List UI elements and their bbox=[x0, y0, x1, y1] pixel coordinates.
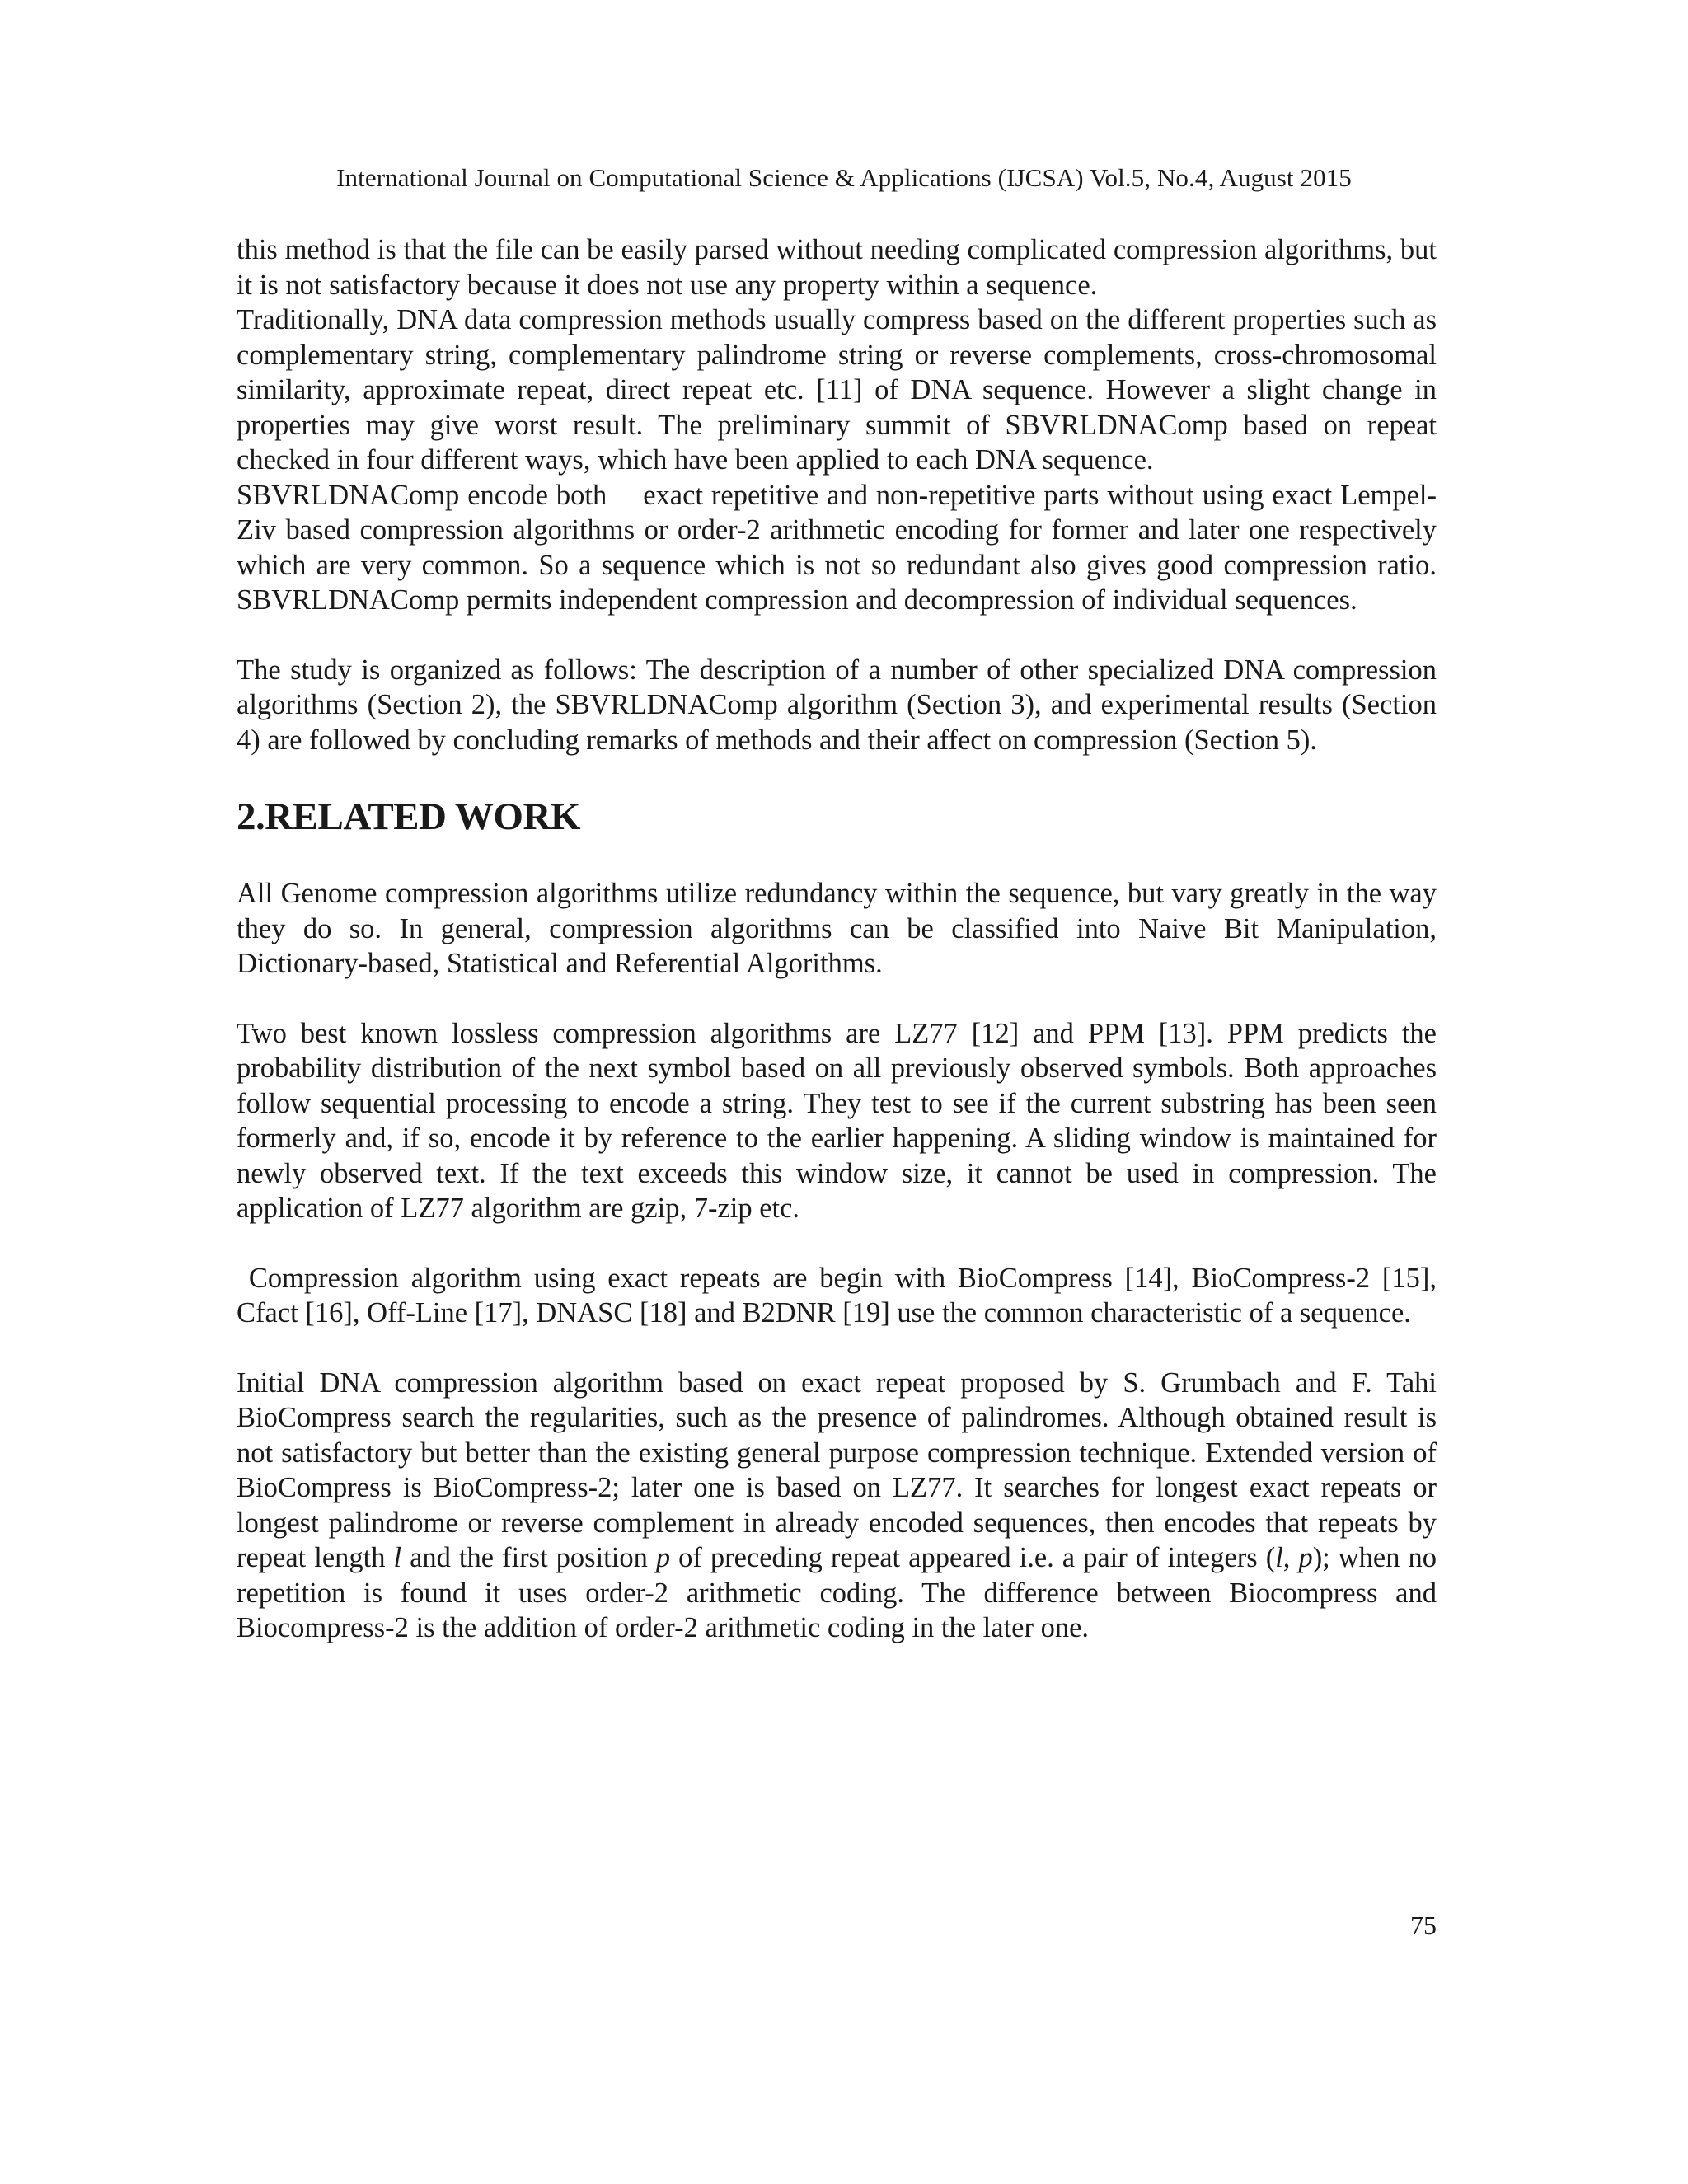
text-run: ); when no repetition is found it uses order-2 arithmetic coding. The difference between Biocompress and Biocompress-2 is the addition of order-2 arithmetic coding in the later one. bbox=[237, 1542, 1437, 1643]
intro-paragraph-2: Traditionally, DNA data compression methods usually compress based on the different properties such as complementary string, complementary palindrome string or reverse complements, cross-chromosomal similarity, approximate repeat, direct repeat etc. [11] of DNA sequence. However a slight change in properties may give worst result. The preliminary summit of SBVRLDNAComp based on repeat checked in four different ways, which have been applied to each DNA sequence. bbox=[237, 304, 1437, 476]
intro-paragraph-3-rest: exact repetitive and non-repetitive parts without using exact Lempel-Ziv based compression algorithms or order-2 arithmetic encoding for former and later one respectively which are very common. So a sequence which is not so redundant also gives good compression ratio. SBVRLDNAComp permits independent compression and decompression of individual sequences. bbox=[237, 479, 1437, 616]
intro-paragraph-3-start: SBVRLDNAComp encode both bbox=[237, 479, 607, 511]
related-work-paragraph-2: Two best known lossless compression algorithms are LZ77 [12] and PPM [13]. PPM predicts the probability distribution of the next symbol based on all previously observed symbols. Both approaches follow sequential processing to encode a string. They test to see if the current substring has been seen formerly and, if so, encode it by reference to the earlier happening. A sliding window is maintained for newly observed text. If the text exceeds this window size, it cannot be used in compression. The application of LZ77 algorithm are gzip, 7-zip etc. bbox=[237, 1017, 1437, 1224]
variable-l: l bbox=[393, 1542, 402, 1573]
page-body bbox=[237, 232, 1444, 1646]
page-number: 75 bbox=[1410, 1910, 1437, 1940]
variable-l: l bbox=[1275, 1542, 1283, 1573]
text-run: and the first position bbox=[401, 1542, 656, 1573]
intro-paragraph-3 bbox=[237, 478, 1437, 618]
variable-p: p bbox=[655, 1542, 671, 1573]
intro-paragraph-1: this method is that the file can be easily parsed without needing complicated compression algorithms, but it is not satisfactory because it does not use any property within a sequence. bbox=[237, 234, 1437, 301]
text-run: , bbox=[1282, 1542, 1299, 1573]
section-heading-related-work: 2.RELATED WORK bbox=[237, 795, 580, 838]
variable-p: p bbox=[1298, 1542, 1313, 1573]
related-work-paragraph-1: All Genome compression algorithms utilize redundancy within the sequence, but vary greatly in the way they do so. In general, compression algorithms can be classified into Naive Bit Manipulation, Dictionary-based, Statistical and Referential Algorithms. bbox=[237, 878, 1437, 979]
related-work-paragraph-4 bbox=[237, 1366, 1437, 1646]
text-run: of preceding repeat appeared i.e. a pair of integers ( bbox=[670, 1542, 1276, 1573]
related-work-paragraph-3: Compression algorithm using exact repeats are begin with BioCompress [14], BioCompress-2 [15], Cfact [16], Off-Line [17], DNASC [18] and B2DNR [19] use the common characteristic of a sequence. bbox=[237, 1262, 1444, 1329]
intro-paragraph-4: The study is organized as follows: The description of a number of other specialized DNA compression algorithms (Section 2), the SBVRLDNAComp algorithm (Section 3), and experimental results (Section 4) are followed by concluding remarks of methods and their affect on compression (Section 5). bbox=[237, 654, 1437, 756]
running-header: International Journal on Computational Science & Applications (IJCSA) Vol.5, No.4, August 2015 bbox=[336, 163, 1352, 192]
text-run: Initial DNA compression algorithm based on exact repeat proposed by S. Grumbach and F. Tahi BioCompress search the regularities, such as the presence of palindromes. Although obtained result is not satisfactory but better than the existing general purpose compression technique. Extended version of BioCompress is BioCompress-2; later one is based on LZ77. It searches for longest exact repeats or longest palindrome or reverse complement in already encoded sequences, then encodes that repeats by repeat length bbox=[237, 1366, 1437, 1573]
